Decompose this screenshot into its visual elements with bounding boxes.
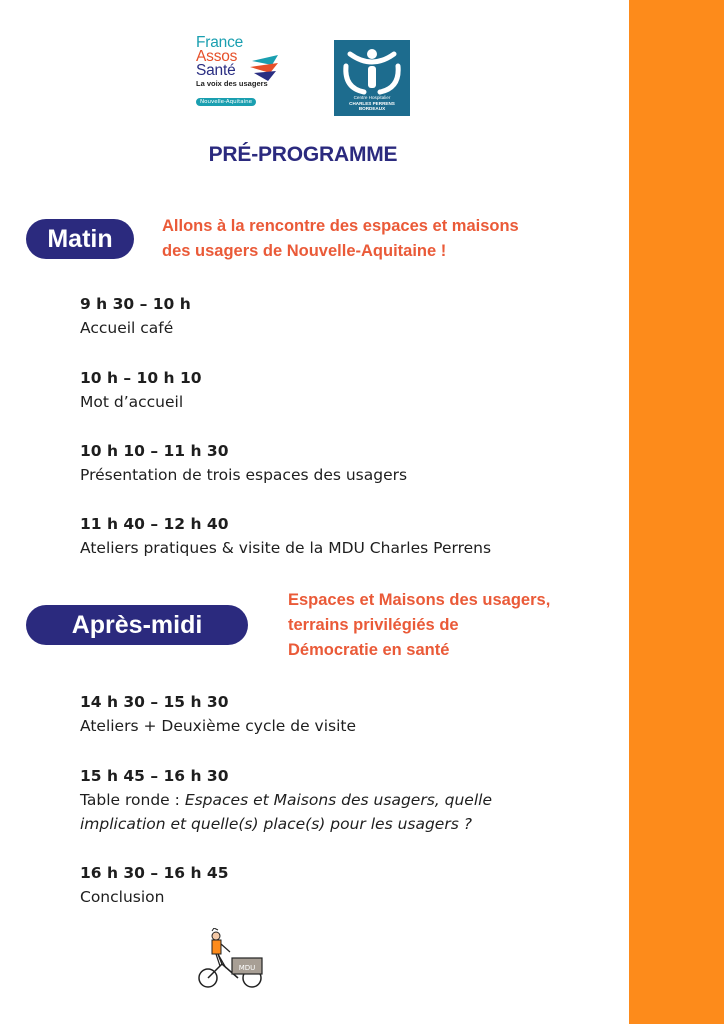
logo-line-sante: Santé (196, 62, 236, 79)
charles-perrens-logo (334, 40, 410, 116)
matin-headline: Allons à la rencontre des espaces et maisons des usagers de Nouvelle-Aquitaine ! (162, 217, 519, 260)
slot-time: 16 h 30 – 16 h 45 (80, 864, 229, 882)
apres-midi-label-pill: Après-midi (26, 605, 248, 645)
logo-tagline: La voix des usagers (196, 79, 268, 88)
charles-perrens-text: Centre Hospitalier CHARLES PERRENS BORDEAUX (349, 95, 395, 111)
slot-description: Table ronde : Espaces et Maisons des usagers, quelle (80, 791, 492, 809)
slot-description-continued: implication et quelle(s) place(s) pour les usagers ? (80, 815, 472, 833)
schedule-slot (80, 366, 600, 414)
france-assos-sante-logo (196, 36, 286, 110)
slot-time: 9 h 30 – 10 h (80, 295, 191, 313)
slot-description: Présentation de trois espaces des usagers (80, 466, 408, 484)
schedule-slot (80, 861, 600, 909)
slot-time: 10 h – 10 h 10 (80, 369, 202, 387)
slot-time: 15 h 45 – 16 h 30 (80, 767, 229, 785)
matin-label-pill: Matin (26, 219, 134, 259)
slot-description: Conclusion (80, 888, 165, 906)
logo-region-badge: Nouvelle-Aquitaine (196, 98, 256, 106)
slot-description: Ateliers + Deuxième cycle de visite (80, 717, 357, 735)
slot-time: 11 h 40 – 12 h 40 (80, 515, 229, 533)
schedule-slot (80, 512, 600, 560)
slot-description: Mot d’accueil (80, 393, 184, 411)
schedule-slot (80, 690, 600, 738)
schedule-slot (80, 764, 600, 836)
logo-line-france: France (196, 34, 244, 51)
slot-description: Ateliers pratiques & visite de la MDU Charles Perrens (80, 539, 492, 557)
slot-time: 14 h 30 – 15 h 30 (80, 693, 229, 711)
slot-time: 10 h 10 – 11 h 30 (80, 442, 229, 460)
schedule-slot (80, 292, 600, 340)
france-assos-ribbon-icon (248, 53, 282, 83)
cargo-box-label: MDU (238, 964, 256, 972)
logo-line-assos: Assos (196, 48, 238, 65)
slot-description: Accueil café (80, 319, 174, 337)
orange-side-bar (629, 0, 724, 1024)
apres-midi-headline: Espaces et Maisons des usagers, terrains privilégiés de Démocratie en santé (288, 591, 551, 659)
page-title: PRÉ-PROGRAMME (208, 143, 398, 166)
cargo-bike-illustration (194, 928, 268, 990)
schedule-slot (80, 439, 600, 487)
